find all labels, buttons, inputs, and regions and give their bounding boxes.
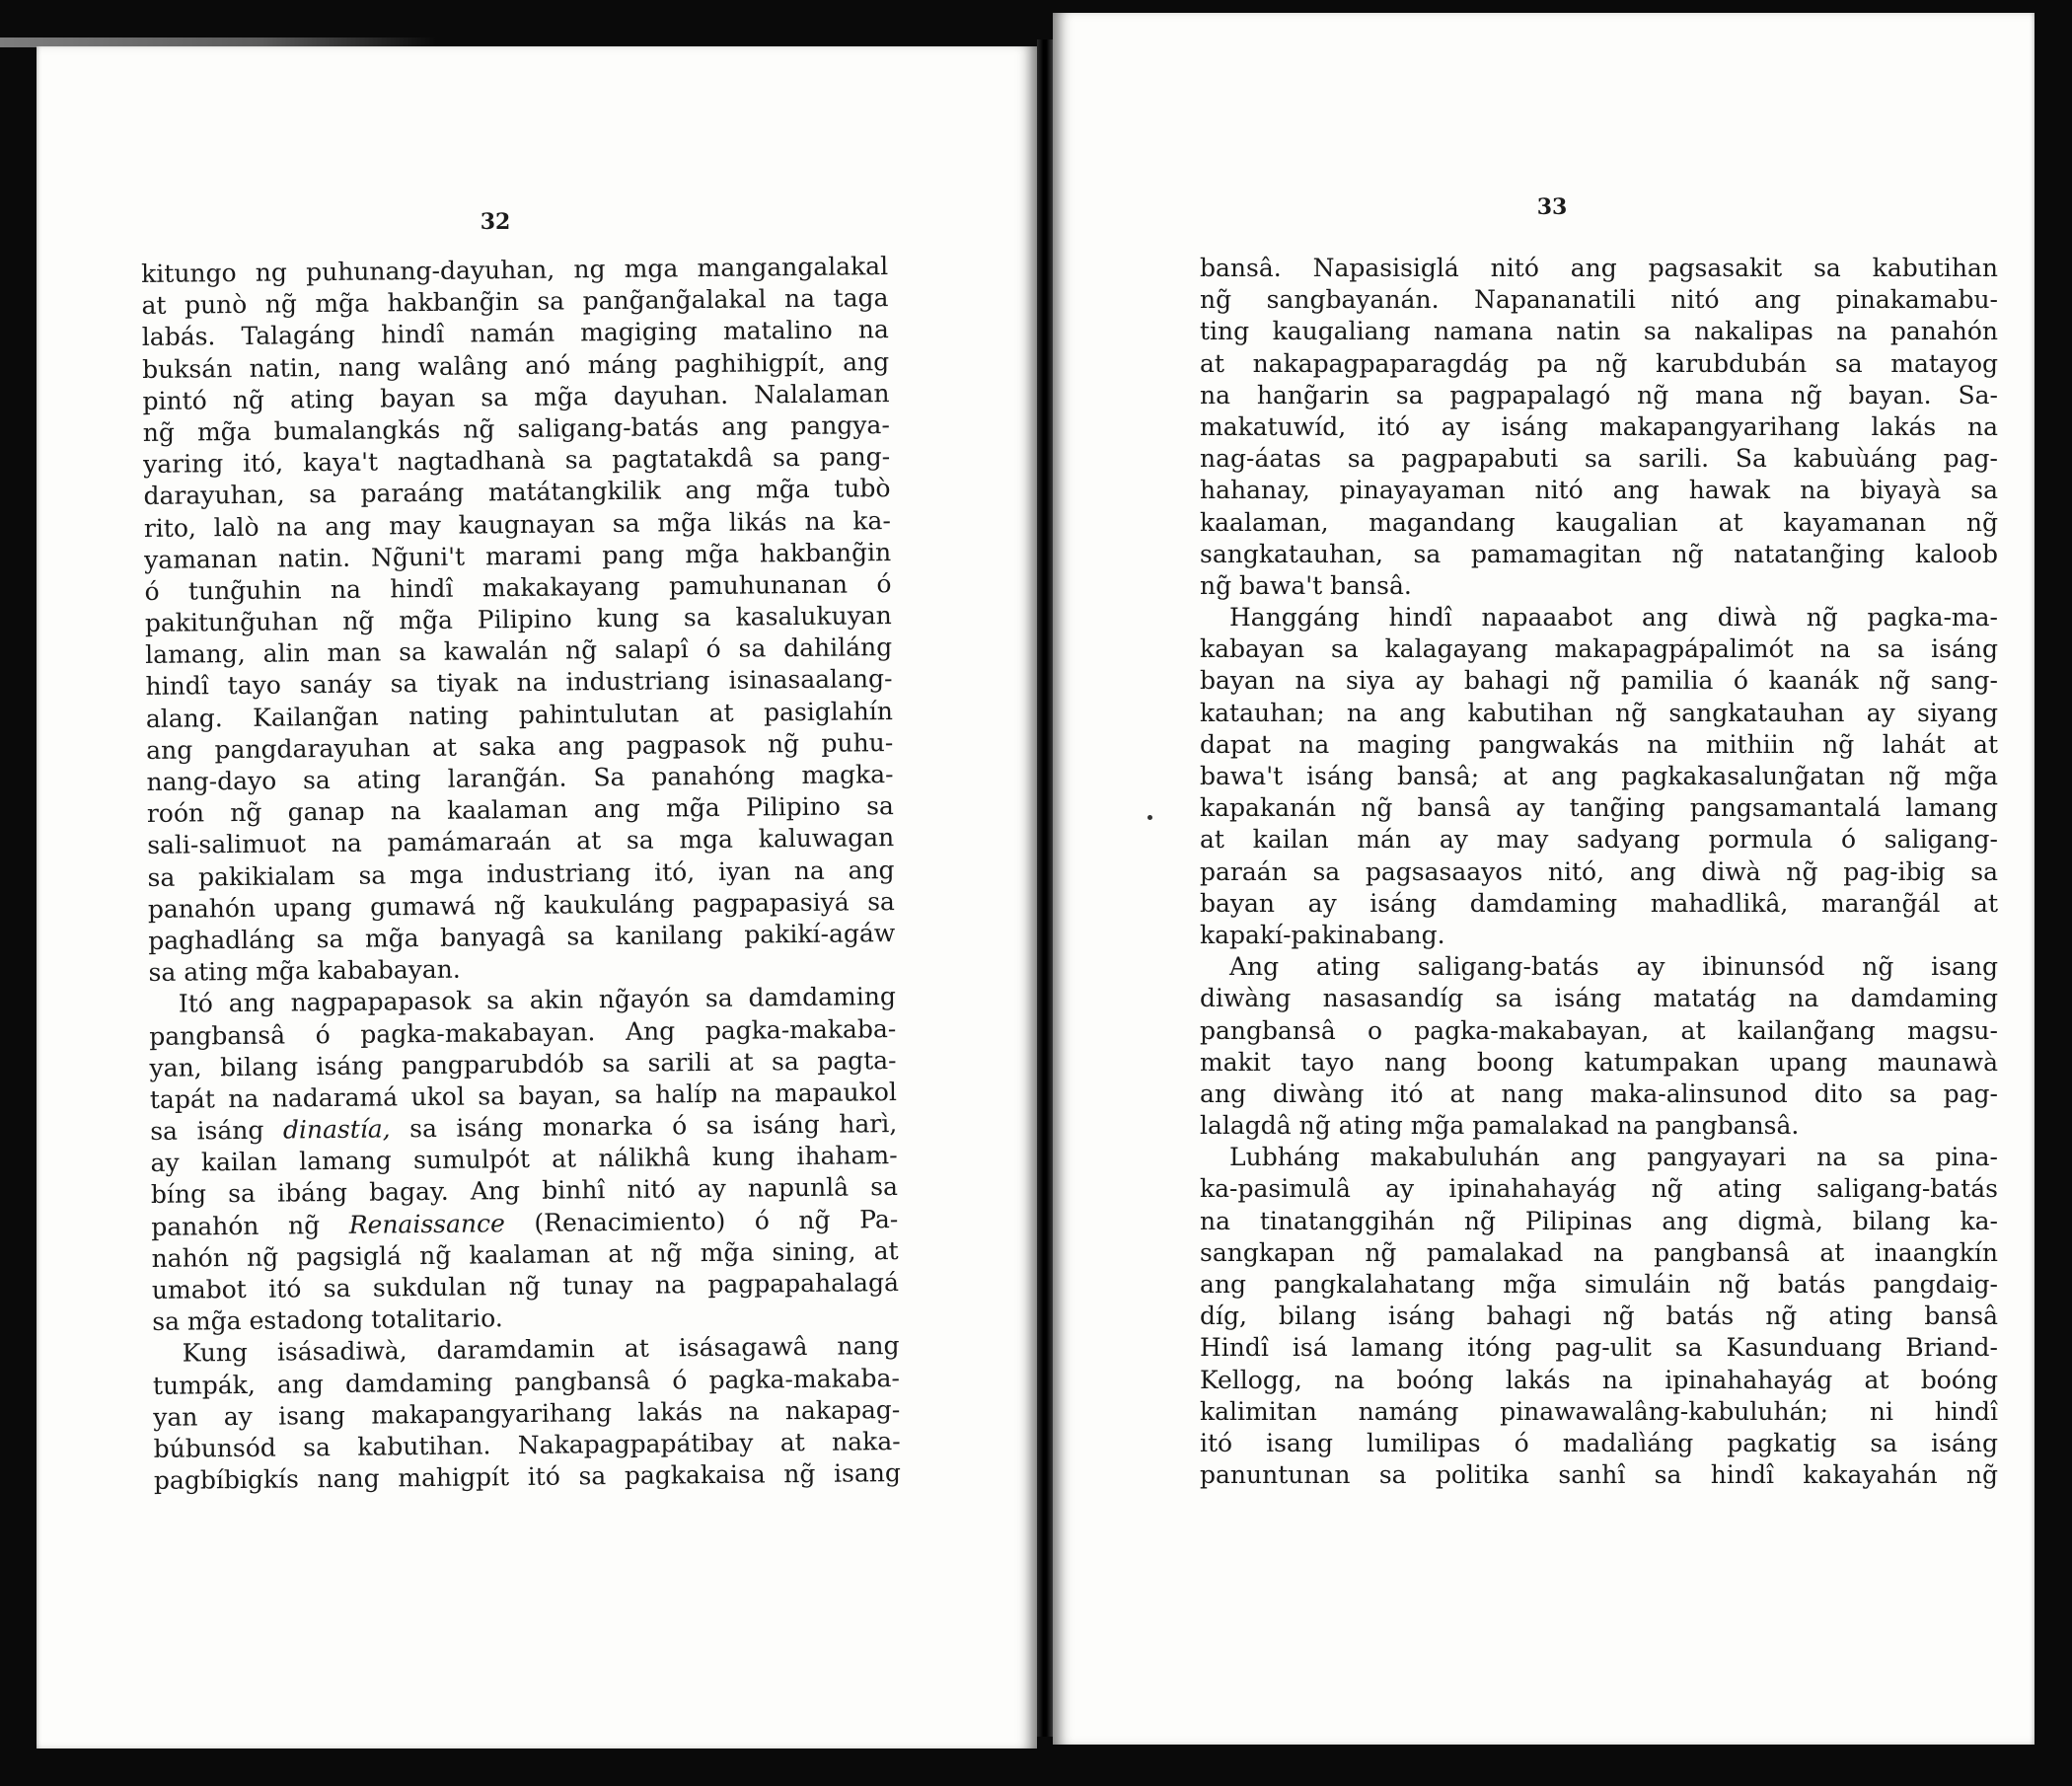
text-line: pagbíbigkís nang mahigpít itó sa pagkakaisa ng̃ isang <box>153 1458 902 1496</box>
text-line: lalagdâ ng̃ ating mg̃a pamalakad na pangbansâ. <box>1200 1111 1800 1141</box>
text-line: pintó ng̃ ating bayan sa mg̃a dayuhan. Nalalaman <box>142 378 890 415</box>
left-page <box>37 46 1037 1749</box>
text-line: kapakí-pakinabang. <box>1200 920 1445 949</box>
text-line: sa mg̃a estadong totalitario. <box>152 1303 503 1337</box>
text-line: kalimitan namáng pinawawalâng-kabuluhán; ni hindî <box>1200 1396 1998 1426</box>
text-line: yan, bilang isáng pangparubdób sa sarili at sa pagta- <box>149 1045 897 1082</box>
text-line: makit tayo nang boong katumpakan upang maunawà <box>1200 1047 1998 1077</box>
text-line: ang diwàng itó at nang maka-alinsunod dito sa pag- <box>1200 1079 1998 1108</box>
page-number: 32 <box>480 209 511 235</box>
text-line: yaring itó, kaya't nagtadhanà sa pagtatakdâ sa pang- <box>143 442 891 480</box>
text-run: (Renacimiento) ó ng̃ Pa- <box>504 1204 899 1237</box>
text-line: ó tung̃uhin na hindî makakayang pamuhunanan ó <box>144 568 892 606</box>
text-line: Lubháng makabuluhán ang pangyayari na sa pina- <box>1229 1143 1998 1172</box>
text-run: sa isáng <box>150 1115 284 1147</box>
text-line: ay kailan lamang sumulpót at nálikhâ kung ihaham- <box>150 1141 898 1178</box>
text-line: at kailan mán ay may sadyang pormula ó saligang- <box>1200 825 1998 855</box>
text-line: nahón ng̃ pagsiglá ng̃ kaalaman at ng̃ mg̃a sining, at <box>151 1235 899 1273</box>
text-line: at punò ng̃ mg̃a hakbang̃in sa pang̃ang̃alakal na taga <box>141 283 889 321</box>
text-line: kaalaman, magandang kaugalian at kayamanan ng̃ <box>1200 507 1998 537</box>
text-line: itó isang lumilipas ó madalìáng pagkatig sa isáng <box>1200 1428 1998 1457</box>
text-line: bayan ay isáng damdaming mahadlikâ, marang̃ál at <box>1200 888 1998 918</box>
text-line: ting kaugaliang namana natin sa nakalipas na panahón <box>1200 317 1998 346</box>
text-line: buksán natin, nang walâng anó máng paghihigpít, ang <box>142 346 890 384</box>
text-line: Kellogg, na boóng lakás na ipinahahayág at boóng <box>1200 1365 1998 1394</box>
text-line: nang-dayo sa ating larang̃án. Sa panahóng magka- <box>146 760 894 796</box>
text-line: bayan na siya ay bahagi ng̃ pamilia ó kaanák ng̃ sang- <box>1200 666 1998 696</box>
text-line: diwàng nasasandíg sa isáng matatág na damdaming <box>1200 984 1998 1013</box>
text-line: ng̃ sangbayanán. Napananatili nitó ang pinakamabu- <box>1200 285 1998 315</box>
text-line: díg, bilang isáng bahagi ng̃ batás ng̃ ating bansâ <box>1200 1302 1998 1331</box>
scan-speck <box>1147 815 1152 820</box>
text-line: pangbansâ ó pagka-makabayan. Ang pagka-makaba- <box>149 1013 897 1051</box>
text-line: katauhan; na ang kabutihan ng̃ sangkatauhan ay siyang <box>1200 698 1998 727</box>
text-line: ng̃ bawa't bansâ. <box>1200 570 1412 600</box>
text-line: yamanan natin. Ng̃uni't marami pang mg̃a hakbang̃in <box>144 537 892 574</box>
text-line: Hindî isá lamang itóng pag-ulit sa Kasunduang Briand- <box>1200 1333 1998 1363</box>
text-line: sangkapan ng̃ pamalakad na pangbansâ at inaangkín <box>1200 1237 1998 1267</box>
text-line: Hanggáng hindî napaaabot ang diwà ng̃ pagka-ma- <box>1229 603 1998 633</box>
text-line: kitungo ng puhunang-dayuhan, ng mga mangangalakal <box>141 252 889 288</box>
text-line: ang pangkalahatang mg̃a simuláin ng̃ batás pangdaig- <box>1200 1270 1998 1299</box>
text-line: labás. Talagáng hindî namán magiging matalino na <box>141 315 889 352</box>
text-line: kabayan sa kalagayang makapagpápalimót na sa isáng <box>1200 634 1998 664</box>
text-line: darayuhan, sa paraáng matátangkilik ang mg̃a tubò <box>143 474 891 511</box>
text-line: sali-salimuot na pamámaraán at sa mga kaluwagan <box>147 823 895 860</box>
text-line: paraán sa pagsasaayos nitó, ang diwà ng̃ pag-ibig sa <box>1200 856 1998 886</box>
text-line: Kung isásadiwà, daramdamin at isásagawâ nang <box>182 1331 900 1368</box>
text-line: ka-pasimulâ ay ipinahahayág ng̃ ating saligang-batás <box>1200 1174 1998 1204</box>
text-line: tumpák, ang damdaming pangbansâ ó pagka-makaba- <box>152 1363 901 1400</box>
text-line: hindî tayo sanáy sa tiyak na industriang isinasaalang- <box>145 664 893 702</box>
text-line: ang pangdarayuhan at saka ang pagpasok ng̃ puhu- <box>146 727 894 765</box>
text-line: ng̃ mg̃a bumalangkás ng̃ saligang-batás ang pangya- <box>142 410 890 447</box>
text-line: Itó ang nagpapapasok sa akin ng̃ayón sa damdaming <box>178 982 897 1018</box>
text-line: alang. Kailang̃an nating pahintulutan at pasiglahín <box>145 696 893 733</box>
text-line: panuntunan sa politika sanhî sa hindî kakayahán ng̃ <box>1200 1460 1998 1490</box>
text-line: rito, lalò na ang may kaugnayan sa mg̃a likás na ka- <box>143 505 891 543</box>
text-line: Ang ating saligang-batás ay ibinunsód ng̃ isang <box>1229 952 1998 982</box>
text-line: paghadláng sa mg̃a banyagâ sa kanilang pakikí-agáw <box>148 918 896 955</box>
text-line: na tinatanggihán ng̃ Pilipinas ang digmà, bilang ka- <box>1200 1206 1998 1235</box>
page-text <box>141 251 901 1497</box>
text-line: sa pakikialam sa mga industriang itó, iyan na ang <box>147 855 895 892</box>
book-gutter <box>1037 39 1053 1737</box>
text-line: roón ng̃ ganap na kaalaman ang mg̃a Pilipino sa <box>146 791 895 829</box>
italic-term: Renaissance <box>348 1208 505 1239</box>
text-line: bansâ. Napasisiglá nitó ang pagsasakit sa kabutihan <box>1200 254 1998 282</box>
text-line: panahón upang gumawá ng̃ kaukuláng pagpapasiyá sa <box>147 886 896 924</box>
italic-term: dinastía, <box>282 1114 391 1145</box>
text-line: tapát na nadaramá ukol sa bayan, sa halíp na mapaukol <box>149 1077 898 1114</box>
text-line: nag-áatas sa pagpapabuti sa sarili. Sa kabuùáng pag- <box>1200 444 1998 474</box>
right-page <box>1053 13 2035 1745</box>
text-line: yan ay isang makapangyarihang lakás na nakapag- <box>153 1394 901 1432</box>
text-line: bawa't isáng bansâ; at ang pagkakasalung̃atan ng̃ mg̃a <box>1200 762 1998 790</box>
text-line: hahanay, pinayayaman nitó ang hawak na biyayà sa <box>1200 476 1998 505</box>
page-text <box>1200 253 1998 1491</box>
page-number: 33 <box>1536 194 1568 220</box>
text-run: sa isáng monarka ó sa isáng harì, <box>390 1109 898 1144</box>
text-line: makatuwíd, itó ay isáng makapangyarihang lakás na <box>1200 411 1998 441</box>
text-line: sa ating mg̃a kababayan. <box>148 954 461 988</box>
text-line: búbunsód sa kabutihan. Nakapagpapátibay at naka- <box>153 1426 901 1463</box>
text-line: umabot itó sa sukdulan ng̃ tunay na pagpapahalagá <box>151 1268 900 1304</box>
text-line: kapakanán ng̃ bansâ ay tang̃ing pangsamantalá lamang <box>1200 793 1998 823</box>
text-line: na hang̃arin sa pagpapalagó ng̃ mana ng̃ bayan. Sa- <box>1200 380 1998 409</box>
text-line: dapat na maging pangwakás na mithiin ng̃ lahát at <box>1200 729 1998 759</box>
text-line: pangbansâ o pagka-makabayan, at kailang̃ang magsu- <box>1200 1015 1998 1045</box>
text-line: at nakapagpaparagdág pa ng̃ karubdubán sa matayog <box>1200 348 1998 378</box>
text-line: bíng sa ibáng bagay. Ang binhî nitó ay napunlâ sa <box>150 1172 899 1210</box>
text-run: panahón ng̃ <box>151 1210 349 1241</box>
text-line: pakitung̃uhan ng̃ mg̃a Pilipino kung sa kasalukuyan <box>144 601 892 638</box>
text-line: lamang, alin man sa kawalán ng̃ salapî ó sa dahiláng <box>145 633 893 670</box>
text-line: sangkatauhan, sa pamamagitan ng̃ natatang̃ing kaloob <box>1200 539 1998 568</box>
